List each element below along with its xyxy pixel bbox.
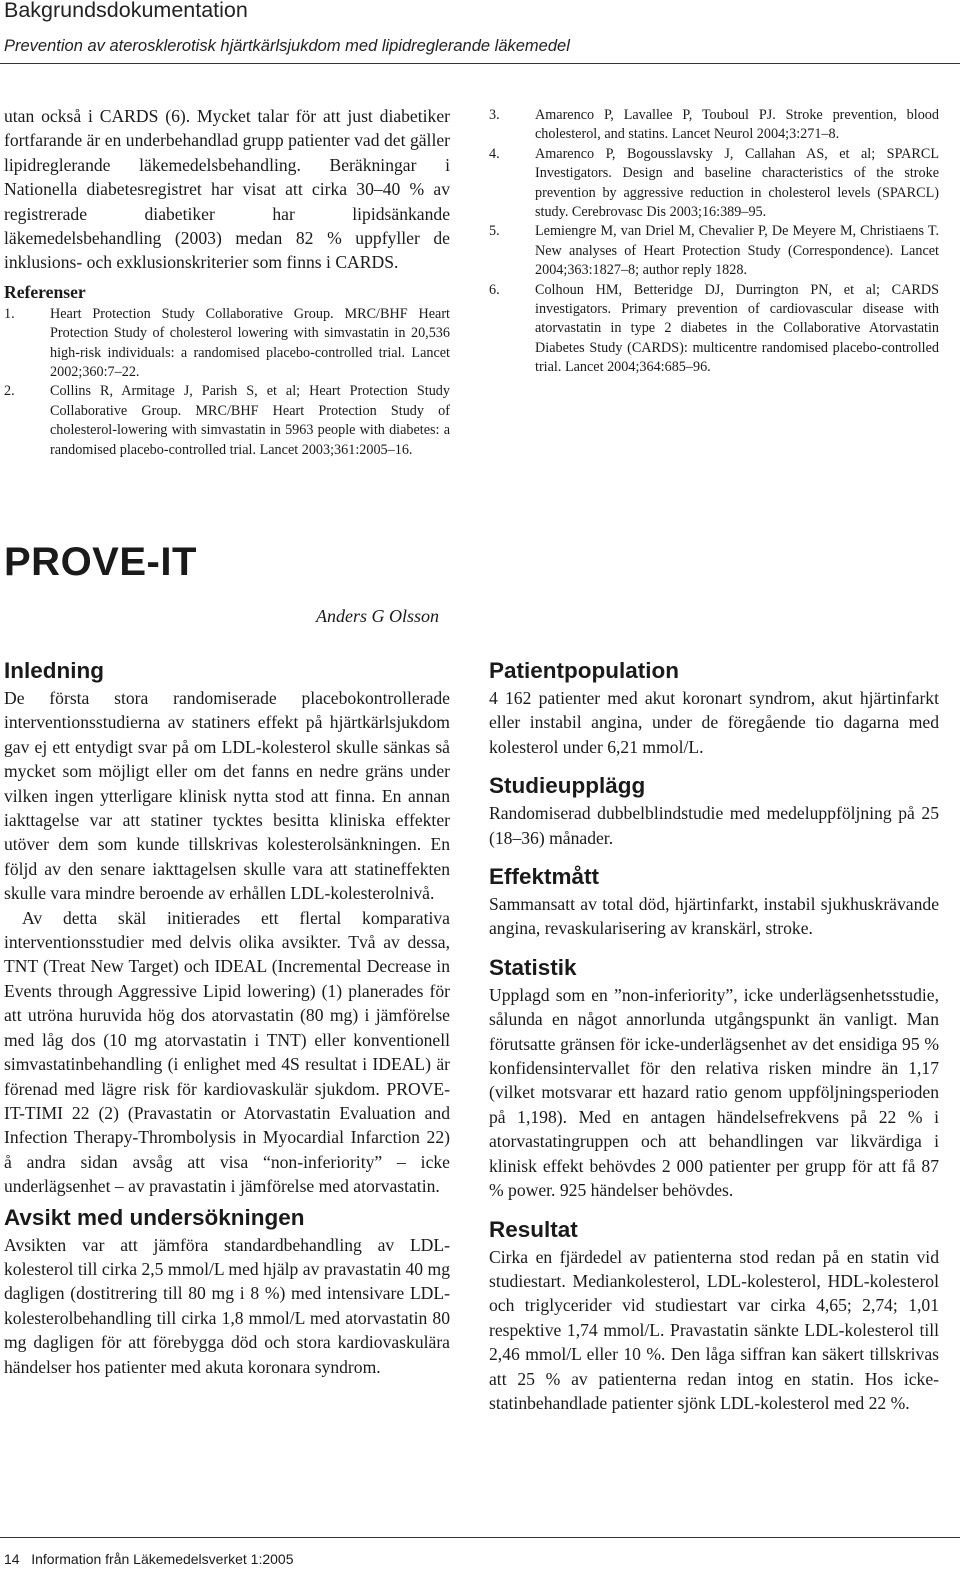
- effektmatt-paragraph: Sammansatt av total död, hjärtinfarkt, instabil sjukhuskrävande angina, revaskularisering av kranskärl, stroke.: [489, 894, 939, 939]
- references-list-left: [4, 305, 450, 460]
- reference-number: 2.: [4, 383, 15, 400]
- article-author: Anders G Olsson: [316, 606, 440, 626]
- article-left-column: [4, 656, 450, 1379]
- reference-text: Heart Protection Study Collaborative Group. MRC/BHF Heart Protection Study of cholesterol lowering with simvastatin in 20,536 high-risk individuals: a randomised placebo-controlled trial. Lancet 2002;360:7–22.: [50, 305, 450, 381]
- studieupplagg-paragraph: Randomiserad dubbelblindstudie med medeluppföljning på 25 (18–36) månader.: [489, 803, 939, 848]
- reference-text: Collins R, Armitage J, Parish S, et al; Heart Protection Study Collaborative Group. MRC/BHF Heart Protection Study of cholesterol-lowering with simvastatin in 5963 people with diabetes: a randomised placebo-controlled trial. Lancet 2003;361:2005–16.: [50, 383, 450, 458]
- footer-page-info: 14 Information från Läkemedelsverket 1:2005: [4, 1551, 294, 1567]
- reference-number: 1.: [4, 305, 15, 322]
- section-heading-resultat: Resultat: [489, 1216, 578, 1242]
- section-heading-effektmatt: Effektmått: [489, 864, 600, 890]
- reference-number: 5.: [489, 223, 500, 240]
- top-left-column: [4, 104, 450, 460]
- document-header-subtitle: Prevention av aterosklerotisk hjärtkärlsjukdom med lipidreglerande läkemedel: [4, 37, 570, 55]
- section-heading-studieupplagg: Studieupplägg: [489, 773, 646, 799]
- avsikt-paragraph: Avsikten var att jämföra standardbehandling av LDL-kolesterol till cirka 2,5 mmol/L med hjälp av pravastatin 40 mg dagligen (dostitrering till 80 mg i 8 %) med intensivare LDL-kolesterolbehandling till cirka 1,8 mmol/L med atorvastatin 80 mg dagligen för att förebygga död och stora kardiovaskulära händelser hos patienter med akuta koronara syndrom.: [4, 1234, 450, 1377]
- reference-item: [489, 281, 939, 378]
- statistik-paragraph: Upplagd som en ”non-inferiority”, icke underlägsenhetsstudie, sålunda en något annorlunda utgångspunkt än vanligt. Man förutsatte gränsen för icke-underlägsenhet av det ensidiga 95 % konfidensintervallet för den relativa risken mindre än 1,17 (vilket motsvarar ett hazard ratio genom uppföljningsperioden på 1,198). Med en antagen händelsefrekvens på 22 % i atorvastatingruppen och att behandlingen var likvärdiga i klinisk effekt behövdes 2 000 patienter per grupp för att få 87 % power. 925 händelser behövdes.: [489, 984, 939, 1201]
- reference-number: 6.: [489, 281, 500, 298]
- patientpopulation-paragraph: 4 162 patienter med akut koronart syndrom, akut hjärtinfarkt eller instabil angina, under de föregående tio dagarna med kolesterol under 6,21 mmol/L.: [489, 688, 939, 757]
- resultat-paragraph: Cirka en fjärdedel av patienterna stod redan på en statin vid studiestart. Mediankolesterol, LDL-kolesterol, HDL-kolesterol och triglycerider vid studiestart var cirka 4,65; 2,74; 1,01 respektive 1,74 mmol/L. Pravastatin sänkte LDL-kolesterol till 2,46 mmol/L eller 10 %. Den låga siffran kan säkert tillskrivas att 25 % av patienterna redan intog en statin. Hos icke-statinbehandlade patienter sjönk LDL-kolesterol med 22 %.: [489, 1246, 939, 1413]
- cards-paragraph: utan också i CARDS (6). Mycket talar för att just diabetiker fortfarande är en underbehandlad grupp patienter vad det gäller lipidreglerande läkemedelsbehandling. Beräkningar i Nationella diabetesregistret har visat att cirka 30–40 % av registrerade diabetiker har lipidsänkande läkemedelsbehandling (2003) medan 82 % uppfyller de inklusions- och exklusionskriterier som finns i CARDS.: [4, 106, 450, 273]
- reference-text: Lemiengre M, van Driel M, Chevalier P, De Meyere M, Christiaens T. New analyses of Heart Protection Study (Correspondence). Lancet 2004;363:1827–8; author reply 1828.: [535, 223, 939, 279]
- section-heading-avsikt: Avsikt med undersökningen: [4, 1204, 305, 1230]
- document-header-title: Bakgrundsdokumentation: [4, 0, 248, 22]
- section-heading-statistik: Statistik: [489, 954, 577, 980]
- reference-number: 4.: [489, 145, 500, 162]
- article-right-column: [489, 656, 939, 1415]
- inledning-paragraph-1: De första stora randomiserade placebokontrollerade interventionsstudierna av statiners effekt på hjärtkärlsjukdom gav ej ett entydigt svar på om LDL-kolesterol skulle sänkas så mycket som möjligt eller om det fanns en nedre gräns under vilken ingen ytterligare klinisk nytta stod att finna. En annan iakttagelse var att statiner tycktes besitta kliniska effekter utöver dem som kunde tillskrivas kolesterolsänkningen. En följd av den senare iakttagelsen skulle vara att statineffekten skulle vara mindre beroende av erhållen LDL-kolesterolnivå.: [4, 688, 450, 904]
- section-heading-patientpopulation: Patientpopulation: [489, 658, 679, 683]
- reference-item: [489, 145, 939, 223]
- reference-item: [489, 222, 939, 280]
- reference-number: 3.: [489, 107, 500, 123]
- references-list-right: [489, 106, 939, 378]
- reference-item: [489, 106, 939, 145]
- inledning-paragraph-2: Av detta skäl initierades ett flertal komparativa interventionsstudier med delvis olika avsikter. Två av dessa, TNT (Treat New Target) och IDEAL (Incremental Decrease in Events through Aggressive Lipid lowering) (1) planerades för att utröna huruvida hög dos atorvastatin (80 mg) i jämförelse med låg dos (10 mg atorvastatin i TNT) eller konventionell simvastatinbehandling (i enlighet med 4S resultat i IDEAL) är förenad med lägre risk för kardiovaskulär sjukdom. PROVE-IT-TIMI 22 (2) (Pravastatin or Atorvastatin Evaluation and Infection Therapy-Thrombolysis in Myocardial Infarction 22) å andra sidan avsåg att visa “non-inferiority” – icke underlägsenhet – av pravastatin i jämförelse med atorvastatin.: [4, 907, 450, 1197]
- references-heading: Referenser: [4, 281, 86, 302]
- reference-text: Amarenco P, Bogousslavsky J, Callahan AS, et al; SPARCL Investigators. Design and baseline characteristics of the stroke prevention by aggressive reduction in cholesterol levels (SPARCL) study. Cerebrovasc Dis 2003;16:389–95.: [535, 145, 939, 221]
- footer-divider: [0, 1537, 960, 1538]
- reference-item: [4, 305, 450, 383]
- article-title: PROVE-IT: [4, 540, 197, 584]
- reference-text: Amarenco P, Lavallee P, Touboul PJ. Stroke prevention, blood cholesterol, and statins. Lancet Neurol 2004;3:271–8.: [535, 107, 939, 143]
- reference-item: [4, 382, 450, 460]
- header-divider: [0, 63, 960, 64]
- reference-text: Colhoun HM, Betteridge DJ, Durrington PN, et al; CARDS investigators. Primary prevention of cardiovascular disease with atorvastatin in type 2 diabetes in the Collaborative Atorvastatin Diabetes Study (CARDS): multicentre randomised placebo-controlled trial. Lancet 2004;364:685–96.: [535, 281, 939, 376]
- section-heading-inledning: Inledning: [4, 658, 104, 683]
